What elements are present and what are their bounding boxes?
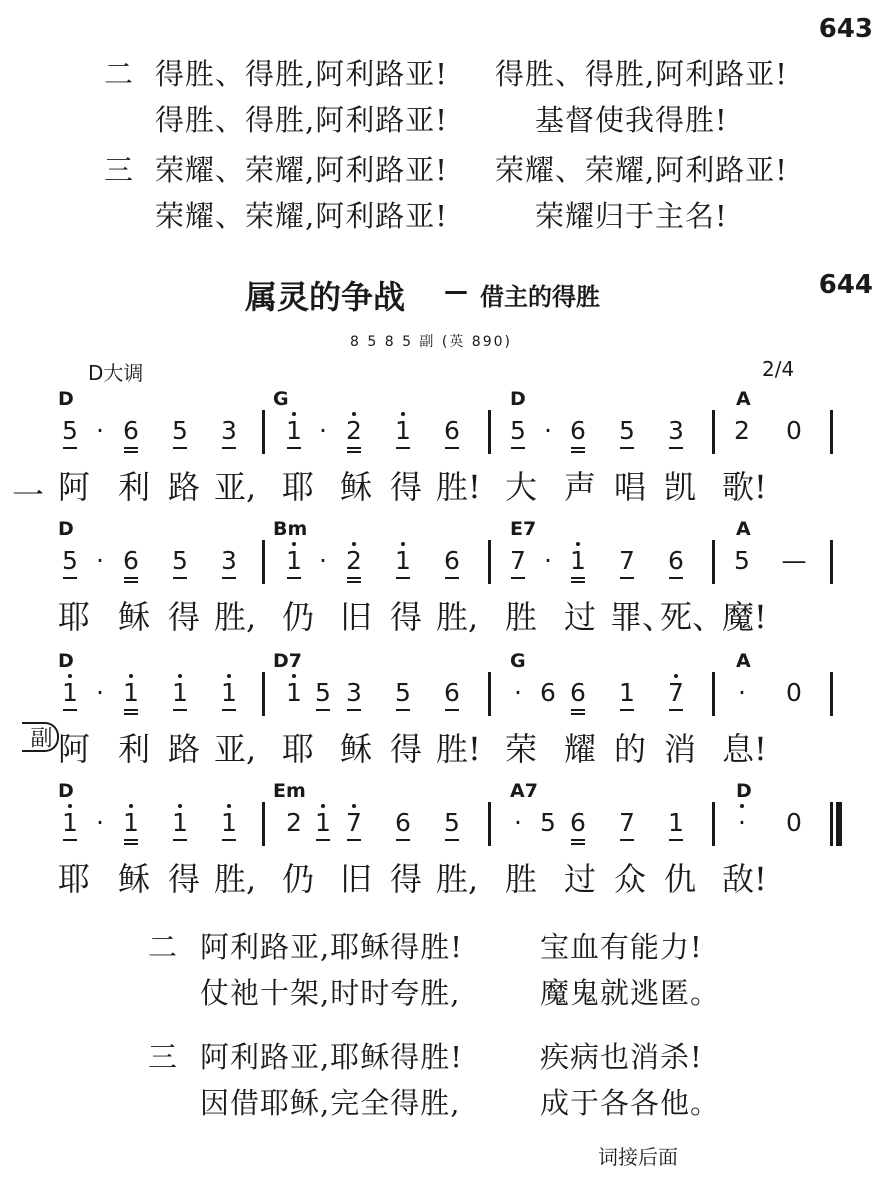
bar-line — [262, 540, 265, 584]
lyric-syllable: 耶 — [281, 730, 314, 768]
bar-line — [712, 540, 715, 584]
chord-symbol: A — [736, 650, 751, 672]
music-system-4 — [0, 780, 885, 900]
lyric-syllable: 的 — [613, 730, 646, 768]
bar-line — [712, 672, 715, 716]
note: 1 — [309, 808, 337, 837]
hymn-title: 属灵的争战 — [245, 278, 406, 316]
note: 3 — [215, 416, 243, 445]
lyric-syllable: 稣 — [117, 598, 150, 636]
lyric-syllable: 息! — [722, 730, 767, 768]
bar-line — [712, 802, 715, 846]
time-signature: 2/4 — [762, 357, 795, 381]
verse-line: 荣耀、荣耀,阿利路亚! — [155, 199, 448, 233]
lyric-syllable: 耶 — [57, 860, 90, 898]
lyric-syllable: 旧 — [339, 860, 372, 898]
augmentation-dot: · — [514, 678, 522, 707]
chord-symbol: D — [58, 388, 74, 410]
note: 3 — [662, 416, 690, 445]
note: 0 — [786, 678, 802, 707]
bar-line — [488, 672, 491, 716]
augmentation-dot: · — [738, 678, 746, 707]
verse-line: 阿利路亚,耶稣得胜! — [200, 930, 463, 964]
lyric-syllable: 路 — [167, 730, 200, 768]
note: 6 — [438, 678, 466, 707]
lyric-syllable: 胜 — [504, 860, 537, 898]
bar-line — [262, 410, 265, 454]
verse-line: 成于各各他。 — [540, 1086, 721, 1120]
lyric-syllable: 仇 — [663, 860, 696, 898]
footer-note: 词接后面 — [598, 1145, 678, 1169]
lyric-syllable: 亚, — [214, 468, 257, 506]
note: 1 — [56, 678, 84, 707]
note: 1 — [280, 416, 308, 445]
lyric-syllable: 胜, — [214, 860, 257, 898]
hymn-subtitle: 借主的得胜 — [480, 283, 600, 311]
lyric-syllable: 胜, — [436, 860, 479, 898]
lyric-syllable: 仍 — [281, 598, 314, 636]
lyric-syllable: 胜, — [214, 598, 257, 636]
lyric-syllable: 得 — [389, 730, 422, 768]
chord-symbol: A7 — [510, 780, 538, 802]
note: 0 — [786, 416, 802, 445]
bar-line — [830, 410, 833, 454]
chord-symbol: D — [58, 518, 74, 540]
note: 1 — [215, 678, 243, 707]
lyric-syllable: 旧 — [339, 598, 372, 636]
note: 5 — [309, 678, 337, 707]
note: 6 — [662, 546, 690, 575]
verse-line: 得胜、得胜,阿利路亚! — [155, 57, 448, 91]
lyric-syllable: 胜 — [504, 598, 537, 636]
hymn-number-644: 644 — [818, 270, 873, 300]
augmentation-dot: · — [96, 808, 104, 837]
verse-line: 魔鬼就逃匿。 — [540, 976, 721, 1010]
chord-symbol: E7 — [510, 518, 537, 540]
bar-line — [262, 672, 265, 716]
chord-symbol: Bm — [273, 518, 308, 540]
chord-symbol: Em — [273, 780, 306, 802]
lyric-syllable: 利 — [117, 468, 150, 506]
note: 1 — [280, 678, 308, 707]
chord-symbol: G — [510, 650, 526, 672]
augmentation-dot: · — [544, 546, 552, 575]
lyric-syllable: 阿 — [57, 730, 90, 768]
note: 7 — [340, 808, 368, 837]
music-system-2 — [0, 518, 885, 638]
bar-line — [488, 802, 491, 846]
key-signature: D大调 — [88, 361, 144, 385]
lyric-syllable: 利 — [117, 730, 150, 768]
note: 1 — [166, 678, 194, 707]
verse-number: 三 — [148, 1040, 178, 1074]
augmentation-dot: · — [544, 416, 552, 445]
note: 1 — [117, 678, 145, 707]
bar-line — [488, 410, 491, 454]
hymn-number-643: 643 — [818, 14, 873, 44]
lyric-syllable: 荣 — [504, 730, 537, 768]
note: 5 — [734, 546, 750, 575]
lyric-syllable: 耶 — [281, 468, 314, 506]
note: 1 — [564, 546, 592, 575]
lyric-syllable: 大 — [504, 468, 537, 506]
note: 6 — [117, 546, 145, 575]
chord-symbol: D7 — [273, 650, 302, 672]
lyric-syllable: 得 — [167, 598, 200, 636]
lyric-syllable: 阿 — [57, 468, 90, 506]
lyric-syllable: 胜! — [436, 468, 481, 506]
verse-line: 宝血有能力! — [540, 930, 703, 964]
lyric-syllable: 耶 — [57, 598, 90, 636]
lyric-syllable: 得 — [389, 598, 422, 636]
note: 7 — [504, 546, 532, 575]
lyric-syllable: 罪、 — [610, 598, 675, 636]
note: 5 — [166, 546, 194, 575]
chord-symbol: A — [736, 518, 751, 540]
verse-line: 仗祂十架,时时夸胜, — [200, 976, 461, 1010]
verse-line: 荣耀、荣耀,阿利路亚! — [495, 153, 788, 187]
lyric-syllable: 唱 — [613, 468, 646, 506]
augmentation-dot: · — [728, 808, 756, 837]
title-dash: — — [444, 277, 468, 305]
bar-line — [262, 802, 265, 846]
note: 5 — [56, 546, 84, 575]
verse-line: 荣耀归于主名! — [535, 199, 728, 233]
note: 3 — [340, 678, 368, 707]
note: 6 — [389, 808, 417, 837]
chord-symbol: A — [736, 388, 751, 410]
lyric-syllable: 稣 — [339, 468, 372, 506]
note: 1 — [117, 808, 145, 837]
lyric-syllable: 得 — [389, 860, 422, 898]
lyric-syllable: 得 — [167, 860, 200, 898]
lyric-syllable: 歌! — [722, 468, 767, 506]
note: 6 — [438, 546, 466, 575]
note: 6 — [564, 416, 592, 445]
augmentation-dot: · — [96, 678, 104, 707]
note: 5 — [56, 416, 84, 445]
chord-symbol: G — [273, 388, 289, 410]
bar-line — [712, 410, 715, 454]
note: 7 — [613, 808, 641, 837]
lyric-syllable: 得 — [389, 468, 422, 506]
verse1-number: 一 — [12, 476, 45, 514]
note: 7 — [613, 546, 641, 575]
lyric-syllable: 耀 — [563, 730, 596, 768]
note: 5 — [438, 808, 466, 837]
note: 5 — [504, 416, 532, 445]
note: 1 — [662, 808, 690, 837]
augmentation-dot: · — [514, 808, 522, 837]
note: 1 — [280, 546, 308, 575]
verse-line: 疾病也消杀! — [540, 1040, 703, 1074]
note: 0 — [786, 808, 802, 837]
note: 5 — [613, 416, 641, 445]
note: 1 — [215, 808, 243, 837]
verse-line: 因借耶稣,完全得胜, — [200, 1086, 461, 1120]
note: 6 — [564, 678, 592, 707]
note: 6 — [117, 416, 145, 445]
verse-number: 三 — [104, 153, 134, 187]
note: 1 — [56, 808, 84, 837]
lyric-syllable: 敌! — [722, 860, 767, 898]
lyric-syllable: 死、 — [660, 598, 725, 636]
bar-line — [830, 672, 833, 716]
note: 5 — [389, 678, 417, 707]
note: 1 — [389, 416, 417, 445]
note: 1 — [389, 546, 417, 575]
note: 6 — [438, 416, 466, 445]
lyric-syllable: 众 — [613, 860, 646, 898]
verse-line: 基督使我得胜! — [535, 103, 728, 137]
verse-line: 得胜、得胜,阿利路亚! — [155, 103, 448, 137]
augmentation-dot: · — [319, 546, 327, 575]
note: 6 — [564, 808, 592, 837]
note: 1 — [613, 678, 641, 707]
chord-symbol: D — [510, 388, 526, 410]
lyric-syllable: 路 — [167, 468, 200, 506]
music-system-1 — [0, 388, 885, 508]
bar-line — [488, 540, 491, 584]
chord-symbol: D — [58, 780, 74, 802]
note: 1 — [166, 808, 194, 837]
augmentation-dot: · — [319, 416, 327, 445]
verse-line: 荣耀、荣耀,阿利路亚! — [155, 153, 448, 187]
note: — — [781, 546, 807, 575]
verse-line: 阿利路亚,耶稣得胜! — [200, 1040, 463, 1074]
lyric-syllable: 稣 — [339, 730, 372, 768]
note: 5 — [166, 416, 194, 445]
music-system-3 — [0, 650, 885, 770]
note: 6 — [540, 678, 556, 707]
note: 5 — [540, 808, 556, 837]
note: 2 — [340, 546, 368, 575]
bar-line — [830, 802, 833, 846]
lyric-syllable: 过 — [563, 598, 596, 636]
chord-symbol: D — [736, 780, 752, 802]
note: 7 — [662, 678, 690, 707]
note: 3 — [215, 546, 243, 575]
lyric-syllable: 消 — [663, 730, 696, 768]
lyric-syllable: 稣 — [117, 860, 150, 898]
augmentation-dot: · — [96, 416, 104, 445]
verse-number: 二 — [104, 57, 134, 91]
lyric-syllable: 凯 — [663, 468, 696, 506]
lyric-syllable: 声 — [563, 468, 596, 506]
lyric-syllable: 胜! — [436, 730, 481, 768]
meter-label: 8 5 8 5 副 (英 890) — [350, 334, 512, 350]
augmentation-dot: · — [96, 546, 104, 575]
note: 2 — [286, 808, 302, 837]
note: 2 — [734, 416, 750, 445]
chord-symbol: D — [58, 650, 74, 672]
lyric-syllable: 胜, — [436, 598, 479, 636]
lyric-syllable: 亚, — [214, 730, 257, 768]
lyric-syllable: 魔! — [722, 598, 767, 636]
verse-number: 二 — [148, 930, 178, 964]
note: 2 — [340, 416, 368, 445]
chorus-mark: 副 — [22, 722, 59, 752]
lyric-syllable: 仍 — [281, 860, 314, 898]
lyric-syllable: 过 — [563, 860, 596, 898]
verse-line: 得胜、得胜,阿利路亚! — [495, 57, 788, 91]
final-bar-line — [836, 802, 842, 846]
bar-line — [830, 540, 833, 584]
